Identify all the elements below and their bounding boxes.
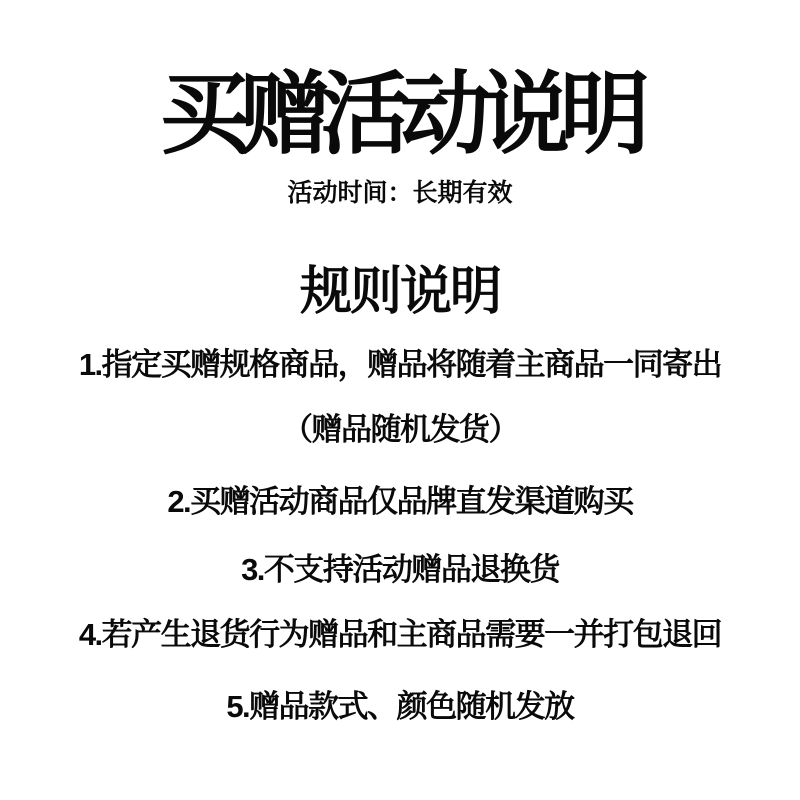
rule-item-3: 3.不支持活动赠品退换货: [241, 552, 559, 587]
activity-time-text: 活动时间：长期有效: [287, 179, 513, 207]
rule-item-5: 5.赠品款式、颜色随机发放: [226, 689, 574, 724]
rules-section-heading: 规则说明: [299, 263, 500, 321]
rule-item-4: 4.若产生退货行为赠品和主商品需要一并打包退回: [78, 617, 722, 652]
rule-item-1: 1.指定买赠规格商品，赠品将随着主商品一同寄出: [78, 347, 722, 382]
rule-item-2: 2.买赠活动商品仅品牌直发渠道购买: [167, 484, 633, 519]
gift-random-shipping-note: （赠品随机发货）: [282, 412, 518, 447]
page-title: 买赠活动说明: [160, 65, 640, 165]
